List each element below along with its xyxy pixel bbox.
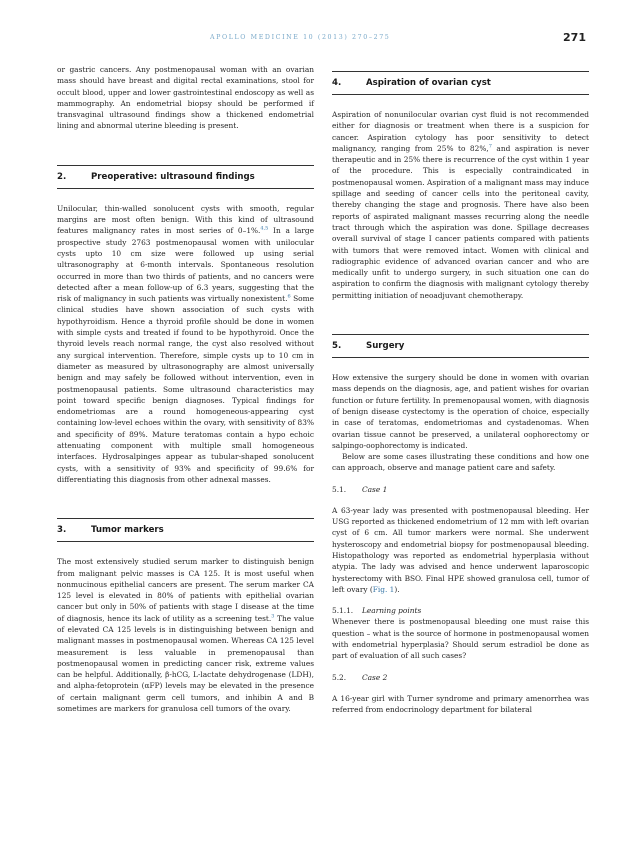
citation-link[interactable]: 7 [488,143,492,150]
section-title: Surgery [366,341,405,352]
citation-link[interactable]: 4,5 [260,225,269,232]
section-3-paragraph: The most extensively studied serum marker to distinguish benign from malignant pelvic masses is CA 125. It is most useful when nonmucinous epithelial cancers are present. The serum marker CA 125 level is elevated in 80% of patients with epithelial ovarian cancer but only in 50% of patients with stage I disease at the time of diagnosis, hence its lack of utility as a screening test.$^3$ The value of elevated CA 125 levels is in distinguishing between benign and malignant masses in postmenopausal women. Whereas CA 125 level measurement is less valuable in premenopausal than postmenopausal women in predicting cancer risk, extreme values can be helpful. Additionally, β-hCG, L-lactate dehydrogenase (LDH), and alpha-fetoprotein (αFP) levels may be elevated in the presence of certain malignant germ cell tumors, and inhibin A and B sometimes are markers for granulosa cell tumors of the ovary. [57,557,314,714]
subsection-number: 5.1. [332,484,347,494]
section-title: Tumor markers [91,525,164,536]
case-1-paragraph: A 63-year lady was presented with postmenopausal bleeding. Her USG reported as thickened endometrium of 12 mm with left ovarian cyst of 6 cm. All tumor markers were normal. She underwent hysteroscopy and endometrial biopsy for postmenopausal bleeding. Histopathology was reported as endometrial hyperplasia without atypia. The lady was advised and hence underwent laparoscopic hysterectomy with BSO. Final HPE showed granulosa cell, tumor of left ovary (Fig. 1). [332,505,589,594]
subsubsection-number: 5.1.1. [332,606,354,616]
section-5-heading [332,334,589,358]
section-title: Aspiration of ovarian cyst [366,78,491,88]
citation-link[interactable]: 3 [271,613,275,620]
section-5-paragraph: How extensive the surgery should be done in women with ovarian mass depends on the diagnosis, age, and patient wishes for ovarian function or future fertility. In premenopausal women, with diagnosis of benign disease cystectomy is the operation of choice, especially in case of teratomas, endometriomas and cystadenomas. When ovarian tissue cannot be preserved, a unilateral oophorectomy or salpingo-oophorectomy is indicated. [332,373,589,450]
case-1-heading [332,484,589,495]
section-number: 3. [57,525,67,536]
intro-paragraph: or gastric cancers. Any postmenopausal woman with an ovarian mass should have breast and digital rectal examinations, stool for occult blood, upper and lower gastrointestinal endoscopy as well as mammography. An endometrial biopsy should be performed if transvaginal ultrasound findings show a thickened endometrial lining and abnormal uterine bleeding is present. [57,65,314,131]
page-number: 271 [563,31,586,44]
section-title: Preoperative: ultrasound findings [91,171,255,182]
section-number: 5. [332,341,342,352]
learning-points-paragraph: Whenever there is postmenopausal bleeding one must raise this question – what is the source of hormone in postmenopausal women with endometrial hyperplasia? Should serum estradiol be done as part of evaluation of all such cases? [332,617,589,661]
subsubsection-title: Learning points [362,606,422,616]
section-2-paragraph: Unilocular, thin-walled sonolucent cysts with smooth, regular margins are most often benign. With this kind of ultrasound features malignancy rates in most series of 0–1%.$^{4,5}$ In a large prospective study 2763 postmenopausal women with unilocular cysts upto 10 cm size were followed up using serial ultrasonography at 6-month intervals. Spontaneous resolution occurred in more than two thirds of patients, and no cancers were detected after a mean follow-up of 6.3 years, suggesting that the risk of malignancy in such patients was virtually nonexistent.$^6$ Some clinical studies have shown association of such cysts with hypothyroidism. Hence a thyroid profile should be done in women with simple cysts and treated if found to be hypothyroid. Once the thyroid levels reach normal range, the cyst also resolved without any surgical intervention. Therefore, simple cysts up to 10 cm in diameter as measured by ultrasonography are almost universally benign and may safely be followed without intervention, even in postmenopausal patients. Some ultrasound characteristics may point toward specific benign diagnoses. Typical findings for endometriomas are a round homogeneous-appearing cyst containing low-level echoes within the ovary, with sensitivity of 83% and specificity of 89%. Mature teratomas contain a hypo echoic attenuating component with multiple small homogeneous interfaces. Hydrosalpinges appear as tubular-shaped sonolucent cysts, with a sensitivity of 93% and specificity of 99.6% for differentiating this diagnosis from other adnexal masses. [57,203,315,484]
subsection-title: Case 2 [362,672,388,682]
subsection-title: Case 1 [362,484,388,494]
section-number: 2. [57,171,67,182]
citation-link[interactable]: 6 [287,293,291,300]
section-3-heading [57,518,314,542]
running-title: APOLLO MEDICINE 10 (2013) 270–275 [210,34,391,41]
section-4-paragraph: Aspiration of nonunilocular ovarian cyst fluid is not recommended either for diagnosis or treatment when there is a suspicion for cancer. Aspiration cytology has poor sensitivity to detect malignancy, ranging from 25% to 82%,$^7$ and aspiration is never therapeutic and in 25% there is recurrence of the cyst within 1 year of the procedure. This is especially contraindicated in postmenopausal women. Aspiration of a malignant mass may induce spillage and seeding of cancer cells into the peritoneal cavity, thereby changing the stage and prognosis. There have also been reports of aspirated malignant masses recurring along the needle tract through which the aspiration was done. Spillage decreases overall survival of stage I cancer patients compared with patients with tumors that were removed intact. Women with clinical and radiographic evidence of advanced ovarian cancer and who are medically unfit to undergo surgery, in such situation one can do aspiration to confirm the diagnosis with malignant cytology thereby permitting initiation of neoadjuvant chemotherapy. [332,110,589,300]
section-4-heading [332,71,589,95]
case-2-heading [332,672,589,683]
subsection-number: 5.2. [332,672,347,682]
running-header [0,31,638,47]
section-2-heading [57,165,314,189]
left-column [57,64,314,714]
learning-points-heading [332,605,589,616]
figure-link[interactable]: Fig. 1 [372,584,395,594]
section-number: 4. [332,78,342,88]
right-column [332,64,589,715]
case-2-paragraph: A 16-year girl with Turner syndrome and primary amenorrhea was referred from endocrinology department for bilateral [332,693,589,714]
section-5-paragraph-2: Below are some cases illustrating these conditions and how one can approach, observe and manage patient care and safety. [332,452,589,473]
